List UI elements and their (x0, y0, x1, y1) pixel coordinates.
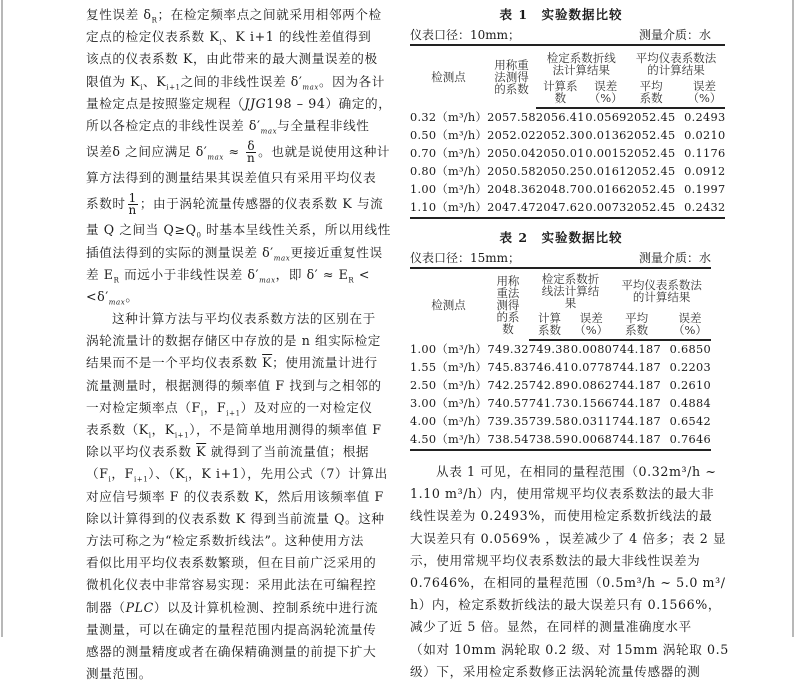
text-line: 大误差只有 0.0569% ，误差减少了 4 倍多；表 2 显 (410, 530, 727, 546)
fraction-one-over-n: $\frac{1}{n}$ (128, 191, 137, 218)
text-line: 感器的测量精度或者在确保精确测量的前提下扩大 (86, 643, 377, 659)
table-row: 3.00（m³/h） 740.57 741.73 0.1566 744.187 0.4884 (410, 397, 711, 410)
right-column (410, 0, 729, 683)
text-line: $<\delta'_{max}$。 (86, 288, 139, 307)
text-line: 这种计算方法与平均仪表系数方法的区别在于 (112, 311, 376, 327)
col-header-group-average: 平均仪表系数法的计算结果 (612, 268, 711, 309)
col-header-error1: 误差（%） (570, 309, 612, 340)
text-line: 微机化仪表中非常容易实现：采用此法在可编程控 (86, 577, 377, 593)
table-row: 0.50（m³/h） 2052.02 2052.30 0.0136 2052.45 0.0210 (410, 129, 726, 142)
discussion-paragraph (410, 461, 729, 683)
col-header-point: 检测点 (410, 45, 487, 108)
table-row: 4.50（m³/h） 738.54 738.59 0.0068 744.187 0.7646 (410, 431, 711, 450)
table2-meter-diameter: 仪表口径：15mm； (410, 251, 521, 265)
col-header-error2: 误差（%） (676, 77, 726, 108)
text-line: 从表 1 可见，在相同的量程范围（0.32m³/h ~ (436, 464, 717, 479)
table1-meter-diameter: 仪表口径：10mm； (410, 28, 521, 42)
col-header-weigh: 用称重法测得的系数 (487, 268, 529, 340)
text-line: 插值法得到的实际的测量误差 $\delta'_{max}$更接近重复性误 (86, 244, 383, 263)
col-header-weigh: 用称重法测得的系数 (487, 45, 536, 108)
text-line-formula: 误差δ 之间应满足 $\delta'_{max}$ ≈ $\frac{\delta}{n}$ 。也就是说使用这种计 (86, 139, 391, 166)
table-row: 2.50（m³/h） 742.25 742.89 0.0862 744.187 0.2610 (410, 379, 711, 392)
table2-caption: 表 2 实验数据比较 (499, 230, 623, 245)
text-line-formula: 系数时 $\frac{1}{n}$ ；由于涡轮流量传感器的仪表系数 K 与流 (86, 191, 384, 218)
table2 (410, 267, 711, 451)
text-line: 量 Q 之间当 $Q\ge Q_0$ 时基本呈线性关系，所以用线性 (86, 222, 391, 240)
text-line: 复性误差 $\delta_R$；在检定频率点之间就采用相邻两个检 (86, 7, 382, 25)
text-line: 线性误差为 0.2493%，而使用检定系数折线法的最 (410, 508, 713, 524)
text-line: 方法可称之为“检定系数折线法”。这种使用方法 (86, 532, 364, 548)
text-line: 测量范围。 (86, 666, 152, 682)
text-line: 结果而不是一个平均仪表系数 $\overline{K}$；使用流量计进行 (86, 355, 378, 371)
text-line: 涡轮流量计的数据存储区中存放的是 n 组实际检定 (86, 333, 381, 349)
text-line: 对应信号频率 F 的仪表系数 K，然后用该频率值 F (86, 488, 384, 504)
text-line: 量测量，可以在确定的量程范围内提高涡轮流量传 (86, 621, 377, 637)
table1-caption: 表 1 实验数据比较 (499, 7, 623, 22)
text-line: 该点的仪表系数 K，由此带来的最大测量误差的极 (86, 51, 378, 67)
text-line: 级）下，采用检定系数修正法涡轮流量传感器的测 (410, 663, 701, 679)
table2-medium: 测量介质：水 (638, 251, 711, 265)
table-row: 0.32（m³/h） 2057.58 2056.41 0.0569 2052.45 0.2493 (410, 110, 726, 124)
table1-medium: 测量介质：水 (638, 28, 711, 42)
page-edge-right (792, 0, 794, 637)
col-header-avg-coef: 平均系数 (612, 309, 661, 340)
text-line: 量检定点是按照鉴定规程（JJG198 – 94）确定的， (86, 95, 392, 111)
table-row: 1.10（m³/h） 2047.47 2047.62 0.0073 2052.45 0.2432 (410, 199, 725, 218)
table2-meta (410, 249, 712, 267)
text-line: 表系数（$K_i$，$K_{i+1}$），不是简单地用测得的频率值 F (86, 422, 382, 440)
table-row: 4.00（m³/h） 739.35 739.58 0.0311 744.187 0.6542 (410, 415, 711, 428)
text-line: 一对检定频率点（$F_i$，$F_{i+1}$）及对应的一对检定仪 (86, 399, 373, 418)
table-row: 0.80（m³/h） 2050.58 2050.25 0.0161 2052.45 0.0912 (410, 165, 726, 178)
left-text-column (86, 4, 392, 685)
table-row: 1.00（m³/h） 749.32 749.38 0.0080 744.187 0.6850 (410, 342, 711, 356)
col-header-point: 检测点 (410, 268, 487, 340)
text-line: 示，使用常规平均仪表系数法的最大非线性误差为 (410, 552, 701, 568)
col-header-error1: 误差（%） (585, 77, 627, 108)
text-line: h）内，检定系数折线法的最大误差只有 0.1566%， (410, 597, 722, 613)
text-line: 算方法得到的测量结果其误差值只有采用平均仪表 (86, 170, 377, 186)
text-line: 限值为 $K_i$、$K_{i+1}$之间的非线性误差 $\delta'_{max}$。因为各计 (86, 73, 385, 92)
col-header-group-polyline: 检定系数折线法计算结果 (536, 45, 627, 77)
text-line: （$F_i$，$F_{i+1}$）、（$K_i$，K i+1），先用公式（7）计算出 (86, 466, 388, 484)
text-line: 除以计算得到的仪表系数 K 得到当前流量 Q。这种 (86, 510, 385, 526)
text-line: 1.10 m³/h）内，使用常规平均仪表系数法的最大非 (410, 486, 715, 502)
text-line: 0.7646%，在相同的量程范围（0.5m³/h ~ 5.0 m³/ (410, 574, 726, 590)
col-header-error2: 误差（%） (661, 309, 711, 340)
col-header-calc-coef: 计算系数 (529, 309, 570, 340)
col-header-avg-coef: 平均系数 (627, 77, 676, 108)
standard-code: JJG (244, 95, 267, 111)
table1-meta (410, 26, 712, 44)
col-header-group-polyline: 检定系数折线法计算结果 (529, 268, 612, 309)
fraction-delta-over-n: $\frac{\delta}{n}$ (247, 139, 256, 166)
text-line: 流量测量时，根据测得的频率值 F 找到与之相邻的 (86, 377, 382, 393)
text-line: （如对 10mm 涡轮取 0.2 级、对 15mm 涡轮取 0.5 (410, 641, 729, 657)
text-line: 减少了近 5 倍。显然，在同样的测量准确度水平 (410, 619, 692, 635)
text-line: 差 $E_R$ 而远小于非线性误差 $\delta'_{max}$，即 $\delta' \approx E_R$ < (86, 266, 371, 285)
text-line: 定点的检定仪表系数 $K_i$、K i+1 的线性差值得到 (86, 29, 372, 47)
page-edge-left (1, 0, 3, 637)
table-row: 1.00（m³/h） 2048.36 2048.70 0.0166 2052.45 0.1997 (410, 183, 726, 196)
table1 (410, 44, 725, 219)
table-row: 0.70（m³/h） 2050.04 2050.01 0.0015 2052.45 0.1176 (410, 147, 726, 160)
k-bar-symbol: $\overline{K}$ (196, 444, 207, 460)
table-row: 1.55（m³/h） 745.83 746.41 0.0778 744.187 0.2203 (410, 361, 711, 374)
k-bar-symbol: $\overline{K}$ (262, 355, 273, 371)
col-header-group-average: 平均仪表系数法的计算结果 (627, 45, 726, 77)
text-line: 除以平均仪表系数 $\overline{K}$ 就得到了当前流量值；根据 (86, 444, 370, 460)
text-line: 看似比用平均仪表系数繁琐，但在目前广泛采用的 (86, 555, 377, 571)
col-header-calc-coef: 计算系数 (536, 77, 585, 108)
text-line: 所以各检定点的非线性误差 $\delta'_{max}$与全量程非线性 (86, 117, 370, 136)
text-line: 制器（PLC）以及计算机检测、控制系统中进行流 (86, 599, 379, 615)
